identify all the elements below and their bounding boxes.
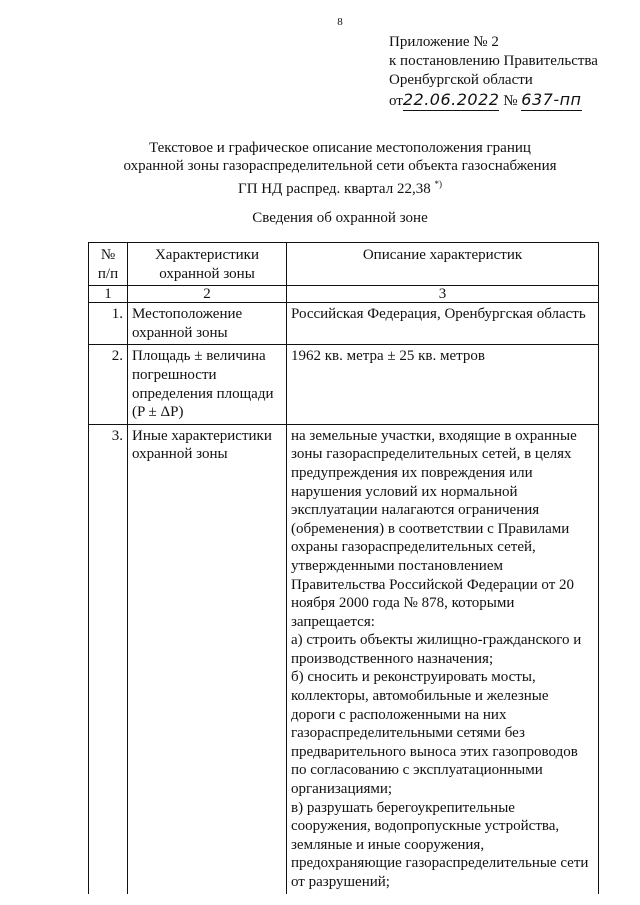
- appendix-reference: к постановлению Правительства: [389, 53, 598, 69]
- protection-zone-table: [88, 242, 599, 894]
- column-index-row: [89, 286, 599, 303]
- header-number: № п/п: [89, 243, 128, 286]
- column-index: 2: [128, 286, 287, 303]
- row-description: 1962 кв. метра ± 25 кв. метров: [287, 345, 599, 424]
- row-characteristic: Площадь ± величина погрешности определения площади (P ± ΔP): [128, 345, 287, 424]
- footnote-mark: *): [434, 179, 442, 189]
- from-label: от: [389, 93, 403, 109]
- section-heading: Сведения об охранной зоне: [252, 210, 428, 226]
- appendix-date-line: [389, 90, 598, 111]
- page-number: 8: [337, 16, 343, 28]
- header-description: Описание характеристик: [287, 243, 599, 286]
- decree-date: 22.06.2022: [402, 90, 500, 109]
- title-line-1: Текстовое и графическое описание местоположения границ: [149, 140, 531, 156]
- row-characteristic: Иные характеристики охранной зоны: [128, 424, 287, 893]
- title-object: ГП НД распред. квартал 22,38: [238, 181, 431, 197]
- restriction-item: в) разрушать берегоукрепительные сооружения, водопропускные устройства, земляные и иные сооружения, предохраняющие газораспределительные сети от разрушений;: [291, 799, 589, 890]
- table-row: [89, 303, 599, 345]
- appendix-region: Оренбургской области: [389, 72, 533, 88]
- column-index: 1: [89, 286, 128, 303]
- row-number: 2.: [89, 345, 128, 424]
- appendix-block: [389, 33, 598, 111]
- appendix-title: Приложение № 2: [389, 34, 499, 50]
- row-number: 1.: [89, 303, 128, 345]
- title-line-2: охранной зоны газораспределительной сети объекта газоснабжения: [123, 158, 557, 174]
- restriction-item: б) сносить и реконструировать мосты, коллекторы, автомобильные и железные дороги с расположенными на них газораспределительными сетями без предварительного выноса этих газопроводов по согласованию с эксплуатационными организациями;: [291, 669, 578, 798]
- table-row: [89, 345, 599, 424]
- row-description: [287, 424, 599, 893]
- decree-number: 637-пп: [521, 90, 582, 109]
- row-number: 3.: [89, 424, 128, 893]
- header-characteristic: Характеристики охранной зоны: [128, 243, 287, 286]
- row-description: Российская Федерация, Оренбургская область: [287, 303, 599, 345]
- document-title: [0, 139, 640, 198]
- table-header-row: [89, 243, 599, 286]
- title-line-3: [0, 175, 640, 198]
- table-row: [89, 424, 599, 893]
- column-index: 3: [287, 286, 599, 303]
- restrictions-intro: на земельные участки, входящие в охранные зоны газораспределительных сетей, в целях предупреждения их повреждения или нарушения условий их нормальной эксплуатации налагаются ограничения (обременения) в соответствии с Правилами охраны газораспределительных сетей, утвержденными постановлением Правительства Российской Федерации от 20 ноября 2000 года № 878, которыми запрещается:: [291, 427, 577, 630]
- number-label: №: [503, 93, 518, 109]
- row-characteristic: Местоположение охранной зоны: [128, 303, 287, 345]
- restriction-item: а) строить объекты жилищно-гражданского и производственного назначения;: [291, 632, 582, 667]
